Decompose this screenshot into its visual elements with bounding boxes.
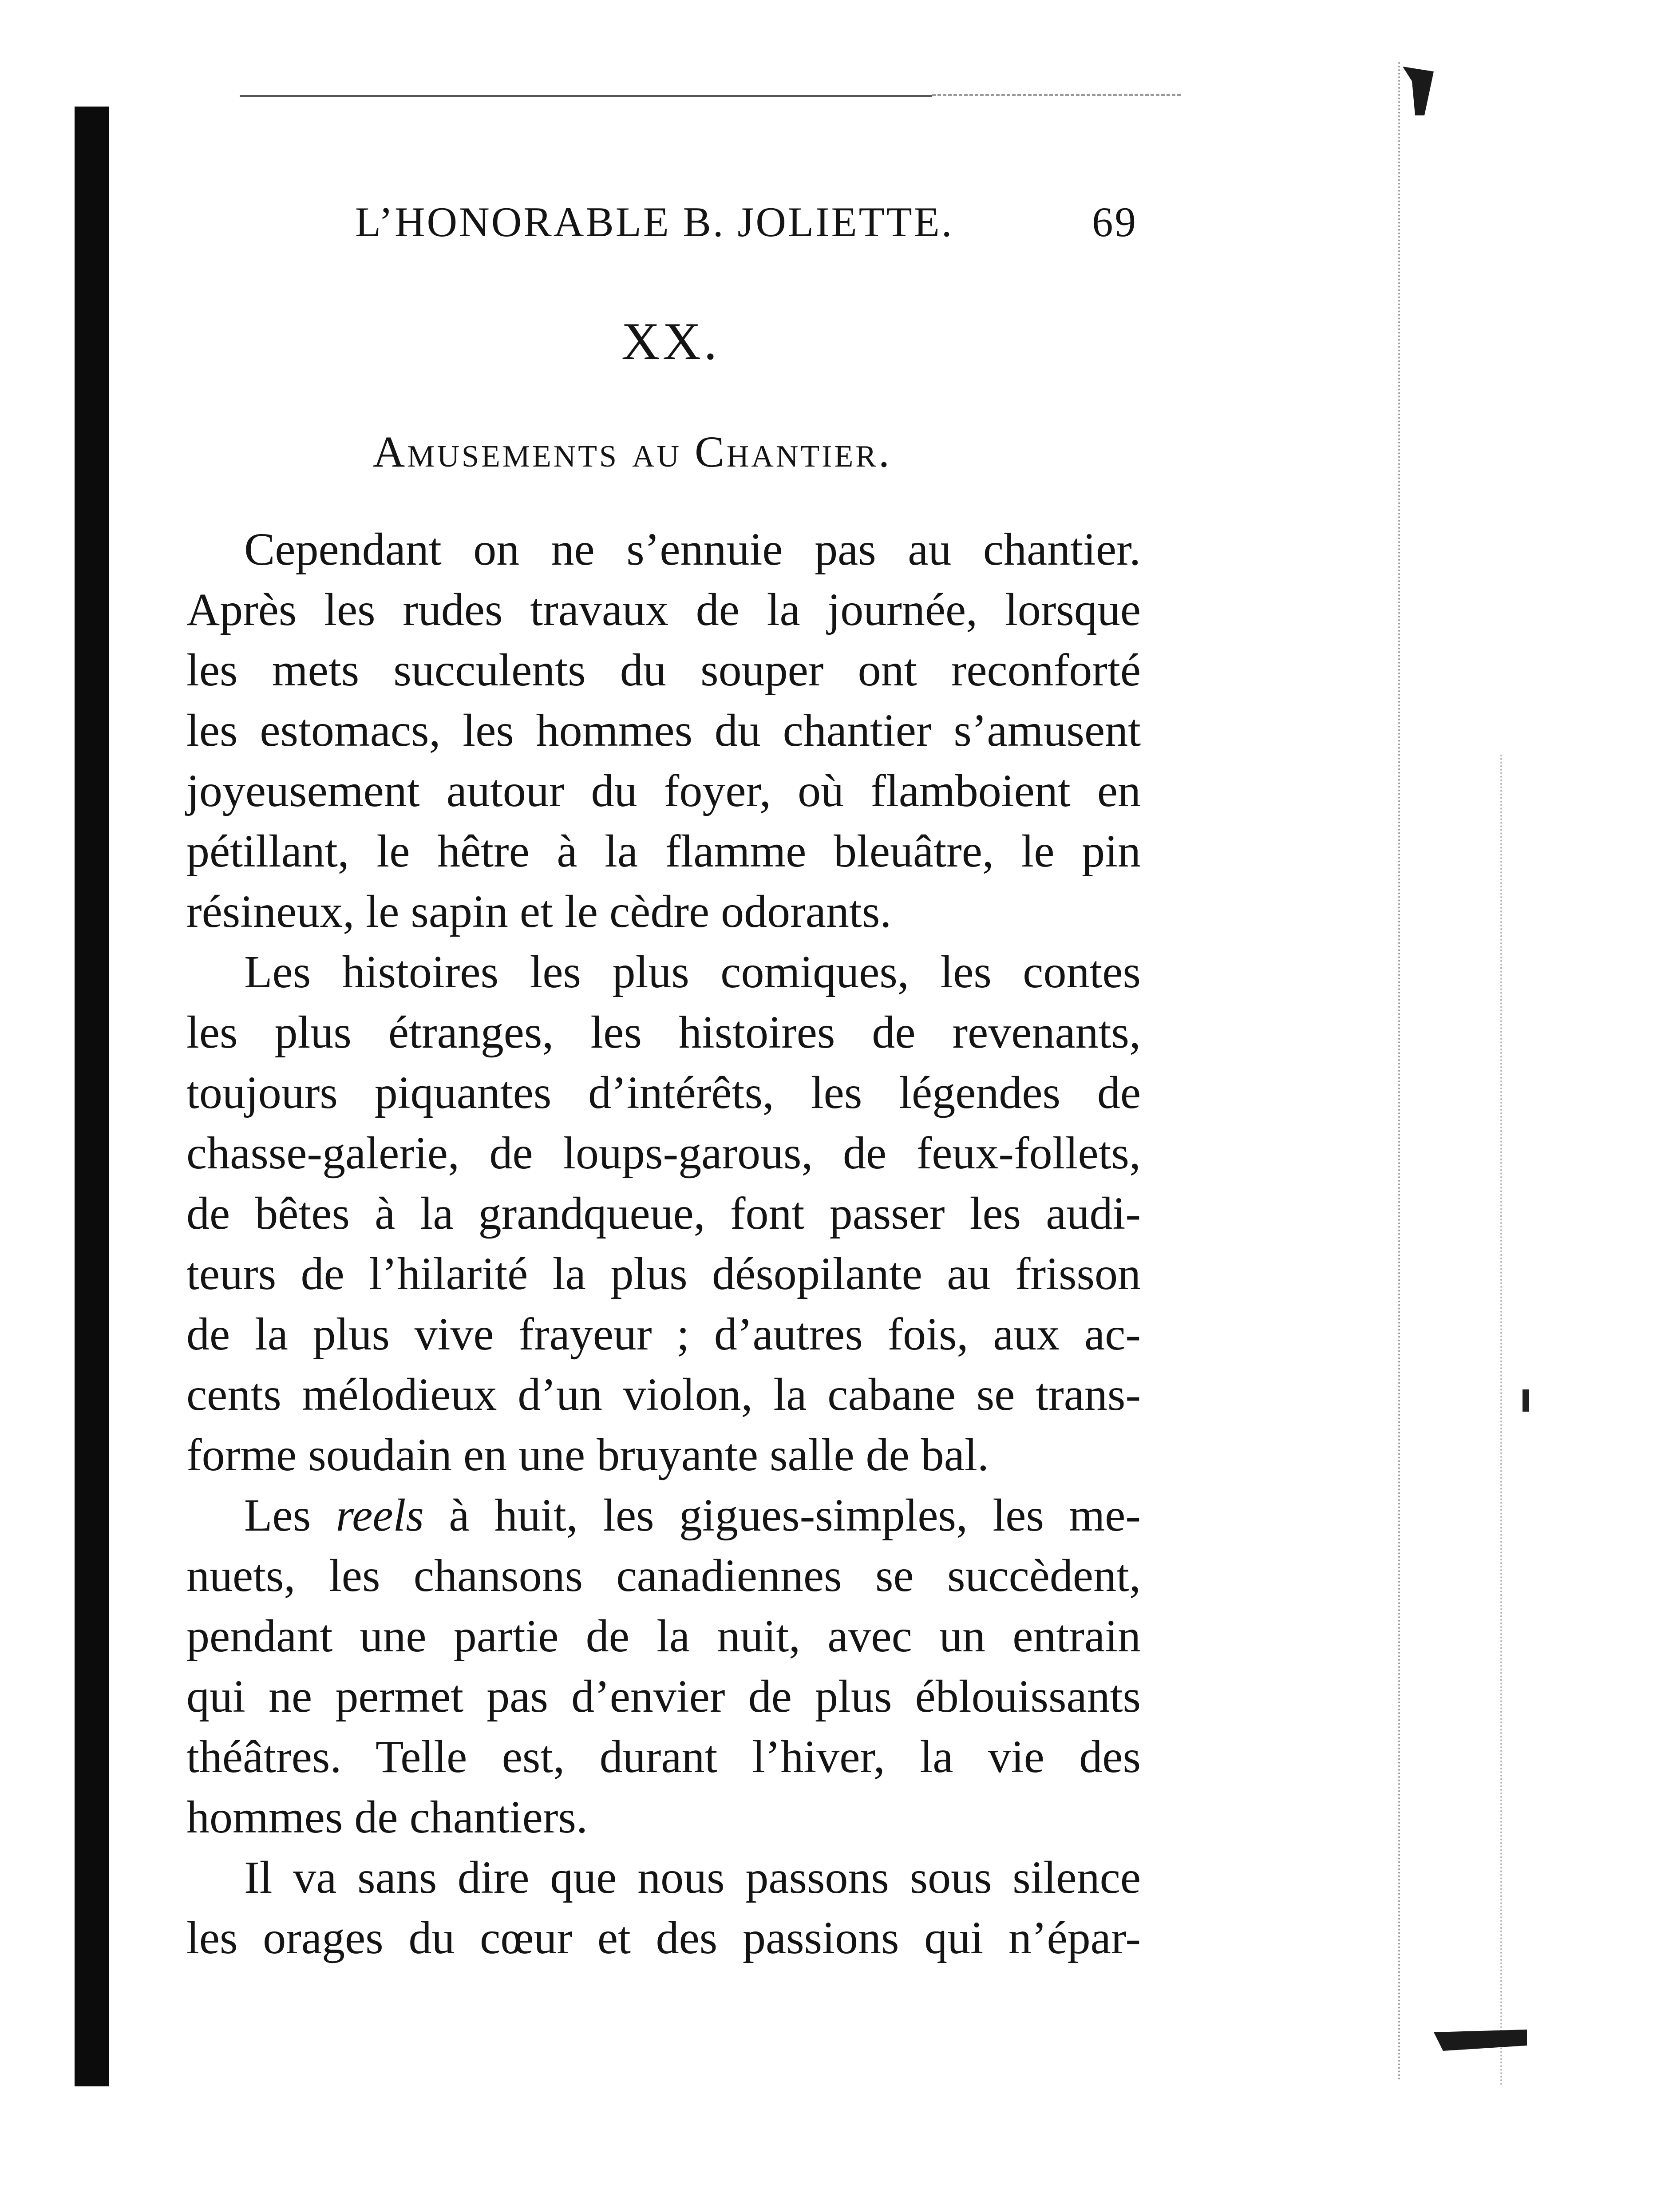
text-line: qui ne permet pas d’envier de plus éblouissants	[186, 1671, 1141, 1722]
running-head	[355, 198, 1198, 246]
text-line: résineux, le sapin et le cèdre odorants.	[186, 886, 892, 937]
text-line: les estomacs, les hommes du chantier s’amusent	[186, 705, 1141, 756]
text-line: chasse-galerie, de loups-garous, de feux-follets,	[186, 1128, 1141, 1179]
text-line: nuets, les chansons canadiennes se succèdent,	[186, 1550, 1141, 1601]
top-rule	[240, 95, 932, 97]
scan-mark	[1523, 1389, 1529, 1412]
text-line: théâtres. Telle est, durant l’hiver, la vie des	[186, 1731, 1141, 1782]
text-line: pendant une partie de la nuit, avec un entrain	[186, 1611, 1141, 1662]
text-segment: Les	[244, 1490, 311, 1541]
page-number: 69	[1092, 198, 1138, 245]
text-line: hommes de chantiers.	[186, 1792, 588, 1843]
text-line: Cependant on ne s’ennuie pas au chantier.	[244, 524, 1141, 575]
text-line: les orages du cœur et des passions qui n’épar-	[186, 1912, 1141, 1963]
chapter-number: XX.	[621, 312, 720, 371]
scan-blot-bottom	[1434, 2024, 1527, 2051]
text-line: de la plus vive frayeur ; d’autres fois, aux ac-	[186, 1309, 1141, 1360]
scan-edge-noise-secondary	[1500, 755, 1511, 2086]
text-line: teurs de l’hilarité la plus désopilante au frisson	[186, 1248, 1141, 1299]
text-line: pétillant, le hêtre à la flamme bleuâtre, le pin	[186, 826, 1141, 877]
text-line: les plus étranges, les histoires de revenants,	[186, 1007, 1141, 1058]
text-line: Les histoires les plus comiques, les contes	[244, 946, 1141, 997]
text-line: de bêtes à la grandqueue, font passer les audi-	[186, 1188, 1141, 1239]
top-rule-faint	[932, 94, 1181, 96]
scan-edge-noise	[1398, 62, 1413, 2082]
text-line	[186, 1485, 1141, 1546]
running-title: L’HONORABLE B. JOLIETTE.	[355, 198, 954, 245]
text-line: les mets succulents du souper ont reconforté	[186, 645, 1141, 696]
body-text	[186, 519, 1141, 1968]
text-line: forme soudain en une bruyante salle de bal.	[186, 1429, 989, 1480]
text-line: Il va sans dire que nous passons sous silence	[244, 1852, 1141, 1903]
chapter-title: Amusements au Chantier.	[373, 427, 892, 476]
text-segment: à huit, les gigues-simples, les me-	[449, 1490, 1141, 1541]
text-line: Après les rudes travaux de la journée, lorsque	[186, 584, 1141, 635]
text-line: cents mélodieux d’un violon, la cabane se trans-	[186, 1369, 1141, 1420]
binding-shadow	[75, 107, 109, 2086]
text-line: joyeusement autour du foyer, où flamboient en	[186, 765, 1141, 816]
italic-word: reels	[336, 1490, 424, 1541]
text-line: toujours piquantes d’intérêts, les légendes de	[186, 1067, 1141, 1118]
